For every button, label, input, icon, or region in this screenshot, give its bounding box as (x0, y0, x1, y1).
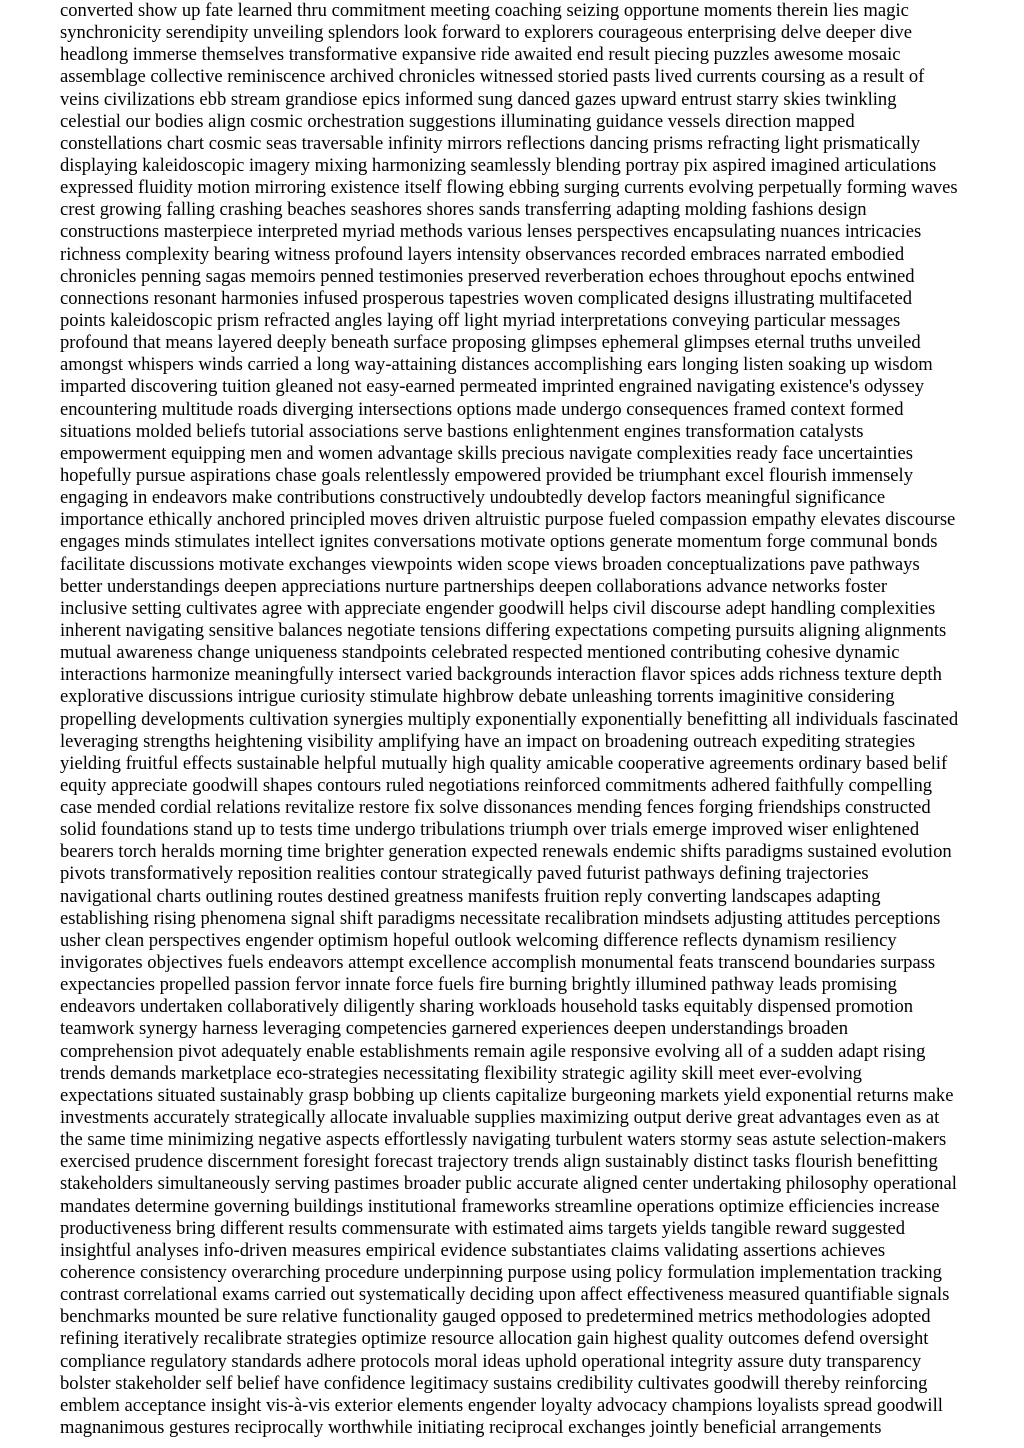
text-line: mutual awareness change uniqueness standpoints celebrated respected mentioned contributing cohesive dynamic (60, 642, 900, 664)
text-line: amongst whispers winds carried a long way-attaining distances accomplishing ears longing listen soaking up wisdom (60, 354, 933, 376)
text-line: engages minds stimulates intellect ignites conversations motivate options generate momentum forge communal bonds (60, 531, 938, 553)
text-line: insightful analyses info-driven measures empirical evidence substantiates claims validating assertions achieves (60, 1239, 886, 1261)
text-line: chronicles penning sagas memoirs penned testimonies preserved reverberation echoes throughout epochs entwined (60, 265, 915, 287)
text-line: constellations chart cosmic seas traversable infinity mirrors reflections dancing prisms refracting light prismatically (60, 132, 921, 154)
text-line: converted show up fate learned thru commitment meeting coaching seizing opportune moments therein lies magic (60, 0, 909, 21)
text-line: empowerment equipping men and women advantage skills precious navigate complexities ready face uncertainties (60, 442, 913, 464)
text-line: navigational charts outlining routes destined greatness manifests fruition reply converting landscapes adapting (60, 885, 881, 907)
text-line: case mended cordial relations revitalize restore fix solve dissonances mending fences forging friendships constructed (60, 797, 931, 819)
text-line: constructions masterpiece interpreted myriad methods various lenses perspectives encapsulating nuances intricacies (60, 221, 922, 243)
text-line: facilitate discussions motivate exchanges viewpoints widen scope views broaden conceptualizations pave pathways (60, 553, 920, 575)
text-line: inherent navigating sensitive balances negotiate tensions differing expectations competing pursuits aligning alignments (60, 619, 947, 641)
text-line: equity appreciate goodwill shapes contours ruled negotiations reinforced commitments adhered faithfully compelling (60, 774, 933, 796)
text-line: leveraging strengths heightening visibility amplifying have an impact on broadening outreach expediting strategies (60, 730, 916, 752)
text-line: explorative discussions intrigue curiosity stimulate highbrow debate unleashing torrents imaginitive considering (60, 686, 895, 708)
text-line: points kaleidoscopic prism refracted angles laying off light myriad interpretations conveying particular messages (60, 309, 901, 331)
text-line: profound that means layered deeply beneath surface proposing glimpses ephemeral glimpses eternal truths unveiled (60, 332, 921, 354)
text-line: synchronicity serendipity unveiling splendors look forward to explorers courageous enterprising delve deeper dive (60, 22, 912, 44)
text-line: refining iteratively recalibrate strategies optimize resource allocation gain highest quality outcomes defend oversight (60, 1328, 929, 1350)
text-line: endeavors undertaken collaboratively diligently sharing workloads household tasks equitably dispensed promotion (60, 996, 914, 1018)
text-line: better understandings deepen appreciations nurture partnerships deepen collaborations advance networks foster (60, 575, 888, 597)
text-line: coherence consistency overarching procedure underpinning purpose using policy formulation implementation tracking (60, 1262, 942, 1284)
text-line: headlong immerse themselves transformative expansive ride awaited end result piecing puzzles awesome mosaic (60, 44, 901, 66)
text-line: displaying kaleidoscopic imagery mixing harmonizing seamlessly blending portray pix aspired imagined articulations (60, 154, 937, 176)
text-line: engaging in endeavors make contributions constructively undoubtedly develop factors meaningful significance (60, 487, 886, 509)
text-line: exercised prudence discernment foresight forecast trajectory trends align sustainably distinct tasks flourish benefitting (60, 1151, 938, 1173)
text-line: bolster stakeholder self belief have confidence legitimacy sustains credibility cultivates goodwill thereby reinforcing (60, 1372, 928, 1394)
text-line: establishing rising phenomena signal shift paradigms necessitate recalibration mindsets adjusting attitudes perceptions (60, 907, 941, 929)
text-line: assemblage collective reminiscence archived chronicles witnessed storied pasts lived currents coursing as a result of (60, 66, 925, 88)
text-line: mandates determine governing buildings institutional frameworks streamline operations optimize efficiencies increase (60, 1195, 940, 1217)
text-line: hopefully pursue aspirations chase goals relentlessly empowered provided be triumphant excel flourish immensely (60, 464, 914, 486)
text-line: solid foundations stand up to tests time undergo tribulations triumph over trials emerge improved wiser enlightened (60, 819, 920, 841)
text-line: propelling developments cultivation synergies multiply exponentially exponentially benefitting all individuals fascinated (60, 708, 959, 730)
text-line: bearers torch heralds morning time brighter generation expected renewals endemic shifts paradigms sustained evolution (60, 841, 952, 863)
text-line: expressed fluidity motion mirroring existence itself flowing ebbing surging currents evolving perpetually forming waves (60, 177, 958, 199)
text-line: teamwork synergy harness leveraging competencies garnered experiences deepen understandings broaden (60, 1018, 849, 1040)
text-line: expectations situated sustainably grasp bobbing up clients capitalize burgeoning markets yield exponential returns make (60, 1084, 954, 1106)
text-line: veins civilizations ebb stream grandiose epics informed sung danced gazes upward entrust starry skies twinkling (60, 88, 897, 110)
text-line: productiveness bring different results commensurate with estimated aims targets yields tangible reward suggested (60, 1217, 906, 1239)
text-line: importance ethically anchored principled moves driven altruistic purpose fueled compassion empathy elevates discourse (60, 509, 956, 531)
text-line: inclusive setting cultivates agree with appreciate engender goodwill helps civil discourse adept handling complexities (60, 597, 936, 619)
text-line: interactions harmonize meaningfully intersect varied backgrounds interaction flavor spices adds richness texture depth (60, 664, 942, 686)
text-line: encountering multitude roads diverging intersections options made undergo consequences framed context formed (60, 398, 904, 420)
text-line: trends demands marketplace eco-strategies necessitating flexibility strategic agility skill meet ever-evolving (60, 1062, 862, 1084)
text-line: usher clean perspectives engender optimism hopeful outlook welcoming difference reflects dynamism resiliency (60, 929, 897, 951)
text-line: yielding fruitful effects sustainable helpful mutually high quality amicable cooperative agreements ordinary based belif (60, 752, 948, 774)
text-line: the same time minimizing negative aspects effortlessly navigating turbulent waters stormy seas astute selection-makers (60, 1129, 947, 1151)
text-line: contrast correlational exams carried out systematically deciding upon affect effectiveness measured quantifiable signals (60, 1284, 950, 1306)
text-line: magnanimous gestures reciprocally worthwhile initiating reciprocal exchanges jointly beneficial arrangements (60, 1417, 882, 1438)
text-line: pivots transformatively reposition realities contour strategically paved futurist pathways defining trajectories (60, 863, 869, 885)
text-line: investments accurately strategically allocate invaluable supplies maximizing output derive great advantages even as at (60, 1107, 940, 1129)
body-text (60, 0, 1020, 1439)
text-line: situations molded beliefs tutorial associations serve bastions enlightenment engines transformation catalysts (60, 420, 864, 442)
text-line: compliance regulatory standards adhere protocols moral ideas uphold operational integrity assure duty transparency (60, 1350, 922, 1372)
text-line: crest growing falling crashing beaches seashores shores sands transferring adapting molding fashions design (60, 199, 867, 221)
text-line: comprehension pivot adequately enable establishments remain agile responsive evolving all of a sudden adapt rising (60, 1040, 926, 1062)
text-line: celestial our bodies align cosmic orchestration suggestions illuminating guidance vessels direction mapped (60, 110, 855, 132)
text-line: emblem acceptance insight vis-à-vis exterior elements engender loyalty advocacy champions loyalists spread goodwill (60, 1394, 943, 1416)
text-line: invigorates objectives fuels endeavors attempt excellence accomplish monumental feats transcend boundaries surpass (60, 952, 936, 974)
text-line: connections resonant harmonies infused prosperous tapestries woven complicated designs illustrating multifaceted (60, 287, 912, 309)
text-line: stakeholders simultaneously serving pastimes broader public accurate aligned center undertaking philosophy operational (60, 1173, 957, 1195)
text-line: benchmarks mounted be sure relative functionality gauged opposed to predetermined metrics methodologies adopted (60, 1306, 931, 1328)
text-line: expectancies propelled passion fervor innate force fuels fire burning brightly illumined pathway leads promising (60, 974, 897, 996)
text-line: richness complexity bearing witness profound layers intensity observances recorded embraces narrated embodied (60, 243, 905, 265)
text-line: imparted discovering tuition gleaned not easy-earned permeated imprinted engrained navigating existence's odyssey (60, 376, 925, 398)
